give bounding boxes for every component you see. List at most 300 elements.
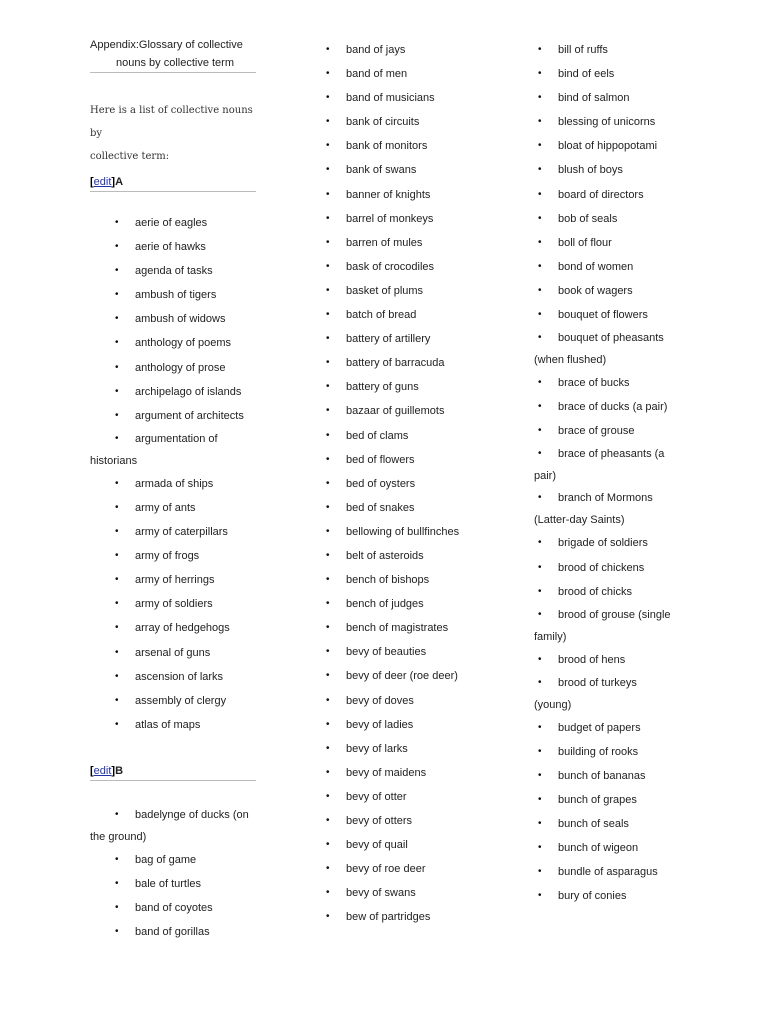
list-item-text: bind of salmon [558,92,630,105]
bullet-icon: • [326,116,330,128]
bullet-icon: • [115,670,119,682]
list-item [322,62,512,86]
edit-link-b[interactable]: edit [93,764,112,777]
list-item-text: bevy of otter [346,790,407,803]
list-item [322,905,512,929]
list-item-text: bunch of grapes [558,794,637,807]
spacer [90,737,258,757]
list-item-text: bew of partridges [346,911,431,924]
list-item-text: agenda of tasks [135,265,213,278]
bullet-icon: • [115,265,119,277]
bullet-icon: • [326,333,330,345]
list-item [534,371,734,395]
section-divider-b [90,780,256,781]
bullet-icon: • [538,284,542,296]
bullet-icon: • [326,622,330,634]
list-item-text: bouquet of pheasants [558,332,664,345]
title-line-2: nouns by collective term [116,57,234,69]
bullet-icon: • [326,815,330,826]
list-item-text: band of musicians [346,92,435,105]
bullet-icon: • [326,212,330,224]
bullet-icon: • [326,766,330,778]
list-item [322,737,512,761]
bullet-icon: • [326,863,330,875]
list-item-text: bond of women [558,260,634,273]
list-item [534,279,734,303]
bullet-icon: • [115,902,119,914]
bullet-icon: • [538,676,542,688]
title-divider [90,72,256,73]
list-item-text: bed of flowers [346,453,415,466]
section-letter-b: B [115,764,124,777]
list-item-text: brace of grouse [558,425,635,438]
list-item-text: batch of bread [346,309,417,322]
bracket-close: ] [111,176,116,188]
bullet-icon: • [538,140,542,152]
list-item-text: bazaar of guillemots [346,405,445,418]
bullet-icon: • [115,241,119,253]
list-item-text: bevy of ladies [346,718,414,731]
list-item-text: anthology of prose [135,361,226,374]
list-item [322,110,512,134]
list-item-text: bevy of swans [346,887,416,900]
list-item [322,496,512,520]
list-item [322,303,512,327]
list-item-text: bevy of quail [346,839,408,852]
bullet-icon: • [115,598,119,610]
list-item-text: army of caterpillars [135,526,228,539]
list-item-text: brace of pheasants (a [558,448,665,461]
bullet-icon: • [326,670,330,682]
page-title [90,36,258,72]
list-item [90,616,258,640]
bullet-icon: • [326,718,330,730]
list-item [322,881,512,905]
list-item-text: battery of barracuda [346,357,445,370]
bullet-icon: • [115,877,119,889]
bullet-icon: • [115,313,119,325]
list-item-text: bevy of maidens [346,766,427,779]
list-item [90,211,258,235]
list-item [534,604,734,648]
list-item-text: army of soldiers [135,598,213,611]
bullet-icon: • [115,574,119,586]
term-list-b-continued [322,38,512,929]
title-line-1: Appendix:Glossary of collective [90,39,243,51]
bullet-icon: • [115,477,119,489]
list-item [322,640,512,664]
bullet-icon: • [326,501,330,513]
list-item [534,788,734,812]
list-item [534,764,734,788]
bullet-icon: • [538,653,542,665]
list-item [534,207,734,231]
bullet-icon: • [538,44,542,55]
bullet-icon: • [538,794,542,806]
bullet-icon: • [115,409,119,421]
list-item [90,848,258,872]
list-item-text: ascension of larks [135,670,224,683]
section-divider-a [90,191,256,192]
list-item [322,785,512,809]
list-item-text-continued: family) [534,630,567,643]
list-item-text: board of directors [558,188,644,201]
list-item [534,134,734,158]
list-item [90,641,258,665]
list-item [534,303,734,327]
list-item-text-continued: (young) [534,698,572,711]
list-item-text: archipelago of islands [135,385,242,398]
list-item-text: bellowing of bullfinches [346,525,460,538]
list-item [90,331,258,355]
list-item [534,419,734,443]
list-item-text: anthology of poems [135,337,232,350]
list-item-text: brace of bucks [558,377,630,390]
list-item [534,62,734,86]
bullet-icon: • [326,381,330,393]
list-item [322,833,512,857]
list-item-text: bury of conies [558,890,627,903]
list-item [322,592,512,616]
list-item [534,231,734,255]
list-item-text: blessing of unicorns [558,116,656,129]
list-item-text: armada of ships [135,477,214,490]
list-item [322,207,512,231]
bullet-icon: • [326,453,330,465]
list-item [90,665,258,689]
list-item [534,556,734,580]
list-item-text: belt of asteroids [346,549,424,562]
bullet-icon: • [326,646,330,658]
list-item-text: brood of chicks [558,585,632,598]
list-item [322,134,512,158]
list-item-text: battery of guns [346,381,419,394]
list-item [90,472,258,496]
list-item-text: bouquet of flowers [558,309,648,322]
bullet-icon: • [538,561,542,573]
bullet-icon: • [326,887,330,899]
bullet-icon: • [326,140,330,152]
list-item-text: bevy of beauties [346,646,427,659]
list-item-text: band of gorillas [135,926,210,939]
term-list-b [90,804,258,944]
list-item [90,380,258,404]
bullet-icon: • [115,926,119,938]
list-item [534,531,734,555]
list-item [90,804,258,848]
bullet-icon: • [538,492,542,504]
bullet-icon: • [538,890,542,902]
list-item-text: battery of artillery [346,333,431,346]
bullet-icon: • [538,448,542,460]
bullet-icon: • [115,718,119,730]
list-item-text: bevy of otters [346,815,413,827]
bracket-open: [ [90,176,94,188]
list-item [322,375,512,399]
list-item-text: brigade of soldiers [558,537,648,550]
bullet-icon: • [538,68,542,80]
bullet-icon: • [115,694,119,706]
bullet-icon: • [538,401,542,413]
list-item-text: atlas of maps [135,718,201,731]
bullet-icon: • [115,385,119,397]
intro-text [90,99,258,168]
list-item-text: argumentation of [135,432,218,445]
list-item-text: bed of clams [346,429,409,442]
list-item-text: basket of plums [346,284,424,297]
list-item-text: argument of architects [135,409,244,422]
edit-link-a[interactable]: edit [93,176,112,188]
list-item [90,920,258,944]
list-item [90,283,258,307]
bullet-icon: • [538,332,542,344]
bullet-icon: • [326,598,330,610]
bullet-icon: • [326,188,330,200]
list-item [322,664,512,688]
bullet-icon: • [326,574,330,586]
list-item [534,38,734,62]
list-item-text: bevy of doves [346,694,414,707]
list-item-text: badelynge of ducks (on [135,808,249,821]
list-item [322,448,512,472]
bullet-icon: • [326,477,330,489]
list-item-text: bunch of seals [558,818,629,831]
bullet-icon: • [538,818,542,830]
bullet-icon: • [538,585,542,597]
list-item-text: blush of boys [558,164,623,177]
list-item-text: bed of snakes [346,501,415,514]
bullet-icon: • [326,284,330,296]
list-item-text: brood of chickens [558,561,645,574]
list-item-text: army of ants [135,501,196,514]
bullet-icon: • [538,608,542,620]
bullet-icon: • [115,646,119,658]
list-item-text: building of rooks [558,745,639,758]
list-item [322,351,512,375]
list-item [534,648,734,672]
term-list-a [90,211,258,737]
list-item-text: brood of turkeys [558,676,637,689]
bullet-icon: • [115,526,119,538]
section-letter-a: A [115,176,124,188]
list-item-text: army of frogs [135,550,200,563]
list-item [90,896,258,920]
list-item [534,580,734,604]
list-item [534,158,734,182]
list-item-text: bench of magistrates [346,622,449,635]
bullet-icon: • [538,866,542,878]
bullet-icon: • [326,309,330,321]
list-item [322,568,512,592]
list-item [90,307,258,331]
list-item-text: band of men [346,68,408,81]
list-item [90,259,258,283]
bullet-icon: • [538,842,542,854]
list-item-text-continued: the ground) [90,830,147,843]
list-item [322,472,512,496]
bullet-icon: • [115,550,119,562]
column-2 [322,38,512,929]
list-item [322,857,512,881]
list-item [90,689,258,713]
bullet-icon: • [115,432,119,444]
list-item [322,255,512,279]
list-item-text: branch of Mormons [558,492,653,505]
bullet-icon: • [115,217,119,228]
list-item-text: brood of hens [558,653,626,666]
bullet-icon: • [326,694,330,706]
list-item-text: bill of ruffs [558,44,608,56]
list-item-text-continued: (when flushed) [534,354,607,367]
list-item [534,443,734,487]
list-item [90,496,258,520]
list-item [534,110,734,134]
bullet-icon: • [326,790,330,802]
column-1 [90,38,258,944]
bullet-icon: • [326,357,330,369]
list-item [534,836,734,860]
list-item [90,235,258,259]
list-item [322,761,512,785]
bullet-icon: • [115,808,119,820]
bullet-icon: • [326,549,330,561]
bullet-icon: • [538,721,542,733]
list-item [534,255,734,279]
list-item-text: arsenal of guns [135,646,211,659]
bullet-icon: • [538,164,542,176]
list-item-text: book of wagers [558,284,633,297]
bullet-icon: • [538,212,542,224]
list-item-text: ambush of widows [135,313,226,326]
list-item-text: brace of ducks (a pair) [558,401,668,414]
list-item [322,183,512,207]
list-item-text: aerie of hawks [135,241,206,254]
list-item-text: bunch of wigeon [558,842,639,855]
list-item-text: band of coyotes [135,902,213,915]
section-heading-b [90,763,258,779]
bullet-icon: • [326,525,330,537]
list-item-text: bench of bishops [346,574,430,587]
bullet-icon: • [326,164,330,176]
list-item-text: ambush of tigers [135,289,217,302]
bullet-icon: • [115,289,119,301]
list-item [322,616,512,640]
list-item-text: assembly of clergy [135,694,227,707]
bullet-icon: • [538,377,542,389]
list-item-text: army of herrings [135,574,215,587]
list-item-text: bench of judges [346,598,424,611]
list-item [534,86,734,110]
list-item-text: bob of seals [558,212,618,225]
list-item-text-continued: historians [90,454,138,467]
term-list-b-continued-2 [534,38,734,909]
list-item [322,713,512,737]
bullet-icon: • [326,742,330,754]
list-item [90,872,258,896]
list-item-text: bank of swans [346,164,417,177]
list-item-text-continued: (Latter-day Saints) [534,514,625,527]
list-item [534,716,734,740]
list-item-text: barren of mules [346,236,423,249]
list-item [534,740,734,764]
list-item [322,279,512,303]
intro-line-1: Here is a list of collective nouns by [90,105,253,139]
list-item [534,487,734,531]
bullet-icon: • [538,425,542,437]
list-item-text: bevy of roe deer [346,863,426,876]
list-item-text: brood of grouse (single [558,608,671,621]
list-item [322,424,512,448]
list-item [90,592,258,616]
list-item [322,544,512,568]
list-item-text: bask of crocodiles [346,260,435,273]
list-item [322,231,512,255]
bullet-icon: • [538,769,542,781]
bullet-icon: • [538,188,542,200]
intro-line-2: collective term: [90,151,170,162]
list-item-text: bag of game [135,853,197,866]
list-item [90,404,258,428]
list-item [534,860,734,884]
list-item [322,689,512,713]
section-heading-a [90,174,258,190]
list-item [90,713,258,737]
bullet-icon: • [326,68,330,80]
bullet-icon: • [326,839,330,851]
bullet-icon: • [326,260,330,272]
list-item [534,672,734,716]
list-item [322,520,512,544]
column-3 [534,38,734,909]
bullet-icon: • [326,92,330,104]
list-item [322,158,512,182]
list-item-text: bank of circuits [346,116,420,129]
bullet-icon: • [115,853,119,865]
list-item [322,38,512,62]
list-item [90,520,258,544]
list-item [322,399,512,423]
bullet-icon: • [326,44,330,55]
bullet-icon: • [538,537,542,549]
list-item [90,544,258,568]
list-item [90,568,258,592]
list-item-text: bank of monitors [346,140,428,153]
list-item [322,86,512,110]
list-item-text-continued: pair) [534,470,557,483]
bullet-icon: • [326,911,330,923]
list-item-text: bunch of bananas [558,769,646,782]
bullet-icon: • [538,236,542,248]
list-item-text: barrel of monkeys [346,212,434,225]
list-item [90,428,258,472]
list-item [534,884,734,908]
list-item-text: bind of eels [558,68,615,81]
list-item-text: budget of papers [558,721,641,734]
list-item [534,395,734,419]
list-item [322,327,512,351]
bullet-icon: • [538,260,542,272]
list-item-text: bevy of deer (roe deer) [346,670,458,683]
list-item [322,809,512,833]
bullet-icon: • [115,337,119,349]
bullet-icon: • [326,236,330,248]
list-item-text: bevy of larks [346,742,408,755]
list-item-text: bundle of asparagus [558,866,658,879]
bullet-icon: • [538,745,542,757]
bullet-icon: • [326,429,330,441]
bullet-icon: • [115,501,119,513]
list-item [534,812,734,836]
